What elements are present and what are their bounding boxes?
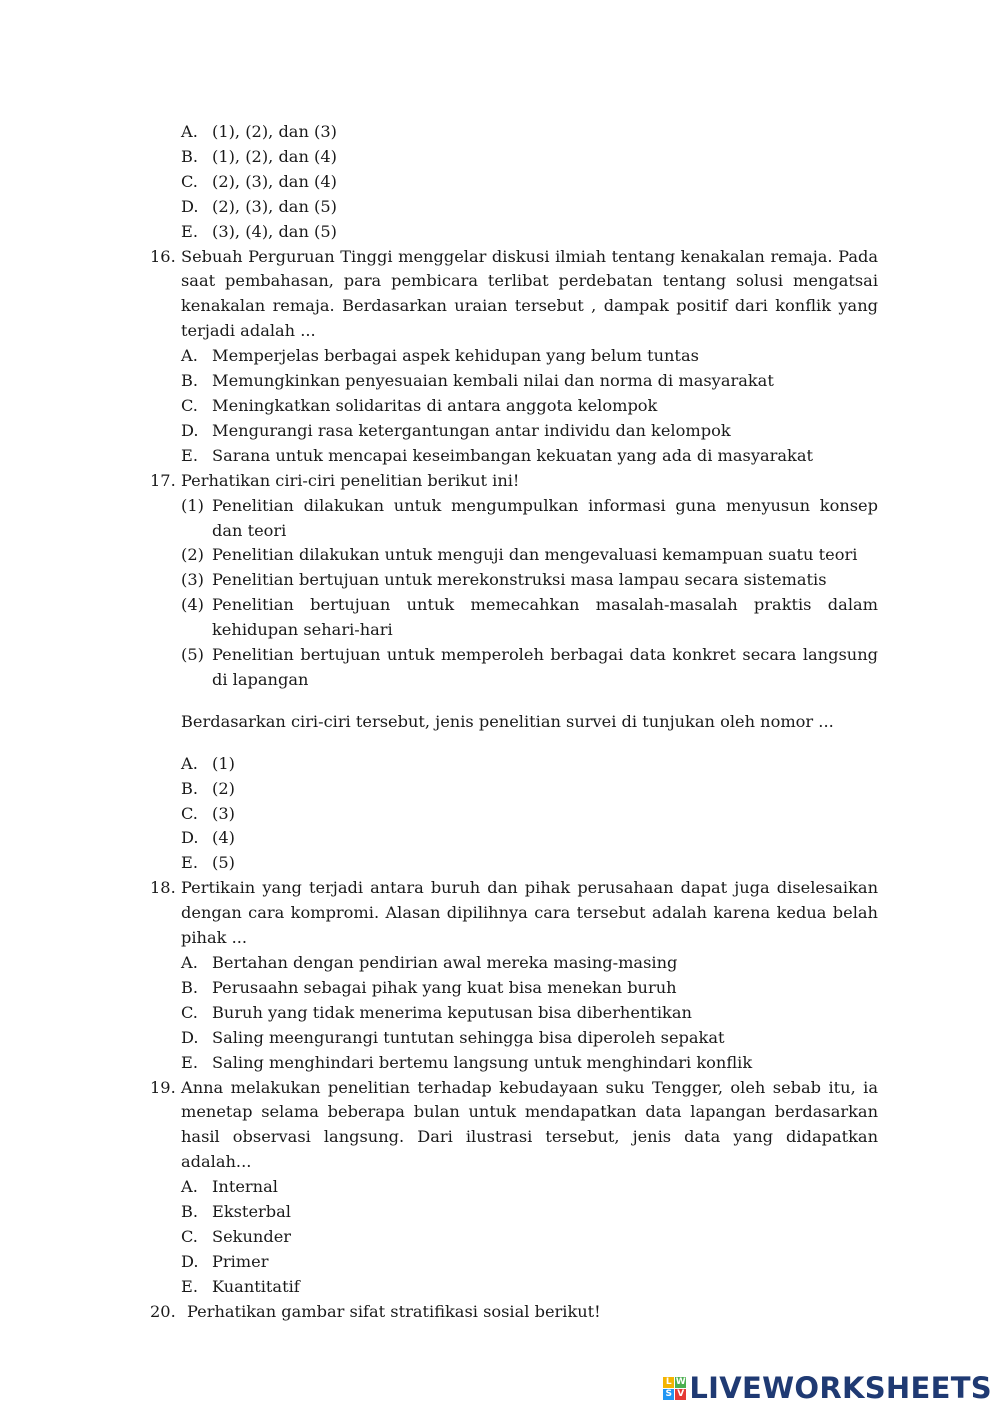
q17-option-d[interactable]: D. (4) bbox=[181, 828, 235, 848]
spacer bbox=[150, 735, 878, 752]
q15-options bbox=[150, 120, 878, 245]
q18-option-a[interactable]: A. Bertahan dengan pendirian awal mereka masing-masing bbox=[181, 953, 678, 972]
q17-option-e[interactable]: E. (5) bbox=[181, 853, 235, 873]
question-number: 17. bbox=[150, 470, 176, 490]
q15-option-c[interactable]: C. (2), (3), dan (4) bbox=[181, 171, 337, 191]
q17-item-1: (1) Penelitian dilakukan untuk mengumpulkan informasi guna menyusun konsep dan teori bbox=[181, 495, 878, 540]
q19-option-c[interactable]: C. Sekunder bbox=[181, 1226, 292, 1246]
brand-name: LIVEWORKSHEETS bbox=[689, 1371, 992, 1405]
q16-option-e[interactable]: E. Sarana untuk mencapai keseimbangan kekuatan yang ada di masyarakat bbox=[181, 445, 814, 465]
q17-option-a[interactable]: A. (1) bbox=[181, 753, 235, 773]
question-19 bbox=[150, 1076, 878, 1176]
question-number: 16. bbox=[150, 246, 176, 266]
question-number: 19. bbox=[150, 1077, 176, 1097]
q17-option-c[interactable]: C. (3) bbox=[181, 803, 235, 823]
question-number: 20. bbox=[150, 1301, 176, 1321]
question-text: Sebuah Perguruan Tinggi menggelar diskusi ilmiah tentang kenakalan remaja. Pada saat pembahasan, para pembicara terlibat perdebatan tentang solusi mengatsai kenakalan remaja. Berdasarkan uraian tersebut , dampak positif dari konflik yang terjadi adalah ... bbox=[181, 246, 878, 341]
q17-item-3: (3) Penelitian bertujuan untuk merekonstruksi masa lampau secara sistematis bbox=[181, 570, 827, 590]
q15-option-d[interactable]: D. (2), (3), dan (5) bbox=[181, 196, 337, 216]
question-text: Pertikain yang terjadi antara buruh dan pihak perusahaan dapat juga diselesaikan dengan cara kompromi. Alasan dipilihnya cara tersebut adalah karena kedua belah pihak ... bbox=[181, 878, 878, 948]
question-text: Perhatikan ciri-ciri penelitian berikut ini! bbox=[181, 470, 520, 490]
logo-square-3: S bbox=[663, 1389, 674, 1400]
q19-option-b[interactable]: B. Eksterbal bbox=[181, 1202, 291, 1222]
q17-item-5: (5) Penelitian bertujuan untuk memperoleh berbagai data konkret secara langsung di lapangan bbox=[181, 645, 878, 689]
spacer bbox=[150, 693, 878, 710]
q19-option-a[interactable]: A. Internal bbox=[181, 1177, 278, 1197]
q18-option-c[interactable]: C. Buruh yang tidak menerima keputusan bisa diberhentikan bbox=[181, 1002, 692, 1022]
q16-option-d[interactable]: D. Mengurangi rasa ketergantungan antar individu dan kelompok bbox=[181, 420, 731, 440]
logo-grid-icon bbox=[663, 1377, 686, 1400]
question-17 bbox=[150, 469, 878, 494]
q17-item-2: (2) Penelitian dilakukan untuk menguji dan mengevaluasi kemampuan suatu teori bbox=[181, 545, 858, 565]
logo-square-1: L bbox=[663, 1377, 674, 1388]
q19-option-e[interactable]: E. Kuantitatif bbox=[181, 1276, 300, 1296]
liveworksheets-logo bbox=[663, 1371, 992, 1405]
question-list bbox=[150, 120, 878, 1325]
question-number: 18. bbox=[150, 878, 176, 898]
q18-option-d[interactable]: D. Saling meengurangi tuntutan sehingga bisa diperoleh sepakat bbox=[181, 1027, 725, 1047]
question-18 bbox=[150, 876, 878, 951]
q15-option-e[interactable]: E. (3), (4), dan (5) bbox=[181, 221, 337, 241]
logo-square-4: V bbox=[677, 1388, 685, 1399]
q16-option-b[interactable]: B. Memungkinkan penyesuaian kembali nilai dan norma di masyarakat bbox=[181, 371, 774, 391]
q17-prompt: Berdasarkan ciri-ciri tersebut, jenis penelitian survei di tunjukan oleh nomor ... bbox=[181, 711, 834, 731]
q18-option-b[interactable]: B. Perusaahn sebagai pihak yang kuat bisa menekan buruh bbox=[181, 977, 677, 997]
question-20 bbox=[150, 1300, 878, 1325]
q16-option-a[interactable]: A. Memperjelas berbagai aspek kehidupan yang belum tuntas bbox=[181, 346, 699, 366]
question-text: Perhatikan gambar sifat stratifikasi sosial berikut! bbox=[187, 1301, 601, 1321]
logo-square-2: W bbox=[675, 1376, 686, 1387]
q19-option-d[interactable]: D. Primer bbox=[181, 1251, 269, 1271]
q17-item-4: (4) Penelitian bertujuan untuk memecahkan masalah-masalah praktis dalam kehidupan sehari-hari bbox=[181, 595, 878, 640]
q18-option-e[interactable]: E. Saling menghindari bertemu langsung untuk menghindari konflik bbox=[181, 1052, 753, 1072]
q15-option-b[interactable]: B. (1), (2), dan (4) bbox=[181, 146, 337, 166]
q15-option-a[interactable]: A. (1), (2), dan (3) bbox=[181, 122, 337, 141]
q16-option-c[interactable]: C. Meningkatkan solidaritas di antara anggota kelompok bbox=[181, 395, 658, 415]
question-text: Anna melakukan penelitian terhadap kebudayaan suku Tengger, oleh sebab itu, ia menetap selama beberapa bulan untuk mendapatkan data lapangan berdasarkan hasil observasi langsung. Dari ilustrasi tersebut, jenis data yang didapatkan adalah... bbox=[181, 1077, 878, 1172]
question-16 bbox=[150, 245, 878, 345]
q17-option-b[interactable]: B. (2) bbox=[181, 778, 235, 798]
